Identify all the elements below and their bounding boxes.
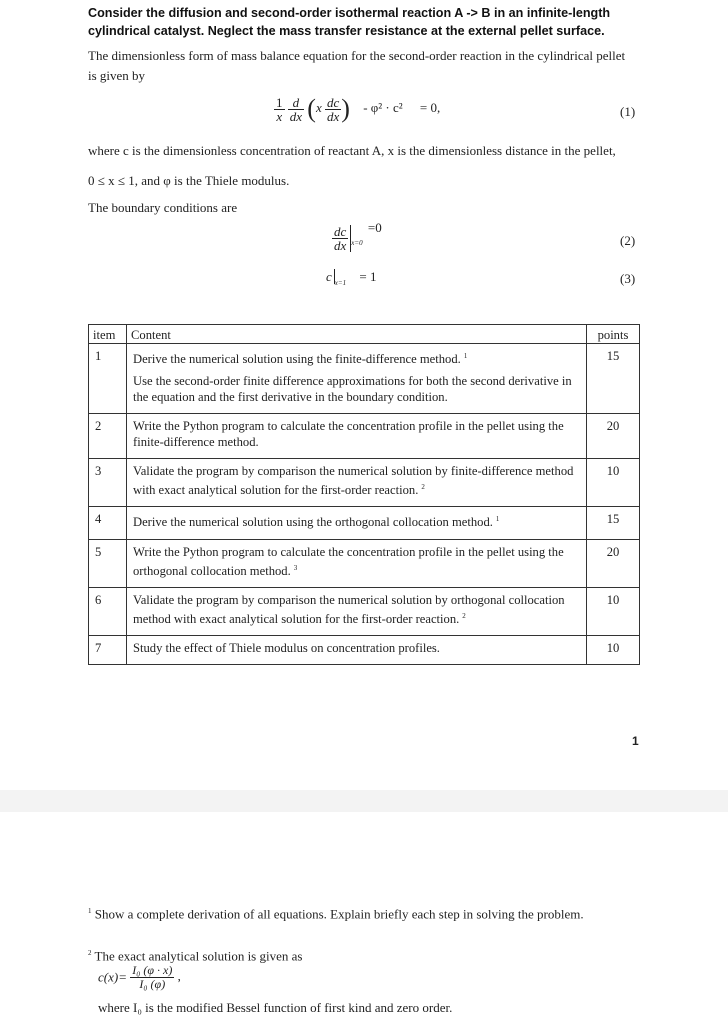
eq2-frac: $\frac{dc}{dx}$ <box>332 225 351 252</box>
bessel-fraction: $\frac{\text{I₀ (φ · x)}}{\text{I₀ (φ)}}$ <box>132 963 173 991</box>
row-item-number: 2 <box>89 414 127 459</box>
eq1-frac-dc-dx: $\frac{dc}{dx}$ <box>326 94 340 124</box>
header-item: item <box>89 325 127 344</box>
row-item-number: 1 <box>89 344 127 414</box>
eq1-frac-1-over-x: $\frac{1}{x}$ <box>276 94 283 124</box>
row-item-number: 5 <box>89 539 127 587</box>
table-row <box>89 539 640 587</box>
problem-heading: Consider the diffusion and second-order isothermal reaction A -> B in an infinite-length cylindrical catalyst. Neglect the mass transfer resistance at the external pellet surface. <box>88 6 611 38</box>
page-2-footnotes <box>0 812 728 1024</box>
row-points: 20 <box>587 414 640 459</box>
row-item-number: 3 <box>89 459 127 507</box>
table-row <box>89 507 640 539</box>
row-points: 20 <box>587 539 640 587</box>
row-content: Derive the numerical solution using the orthogonal collocation method. $^1$ <box>127 507 587 539</box>
eq1-inner-x: x <box>315 99 322 115</box>
row-item-number: 6 <box>89 587 127 635</box>
equation-3-number: (3) <box>620 271 636 286</box>
intro-paragraph <box>88 46 648 86</box>
row-item-number: 4 <box>89 507 127 539</box>
equation-3 <box>326 269 376 285</box>
intro-line-1: The dimensionless form of mass balance equation for the second-order reaction in the cylindrical pellet <box>88 48 626 63</box>
eq3-rhs: = 1 <box>359 269 377 284</box>
footnote-ref: 2 <box>421 483 425 492</box>
equation-1: $\frac{1}{x}$ $\frac{d}{dx}$ (x $\frac{dc}{dx}$ ) - φ² · c² = 0, <box>276 94 441 124</box>
footnote-2-where: where I₀ is the modified Bessel function of first kind and zero order. <box>98 1000 453 1015</box>
equation-2-number: (2) <box>620 233 636 248</box>
where-line-2: 0 ≤ x ≤ 1, and φ is the Thiele modulus. <box>88 173 290 188</box>
eq1-frac-d-dx: $\frac{d}{dx}$ <box>289 94 303 124</box>
footnote-ref: 1 <box>463 352 468 360</box>
equation-1-number: (1) <box>620 104 636 119</box>
row-content: Derive the numerical solution using the finite-difference method. $^1$ Use the second-order finite difference approximations for both the second derivative in the equation and the first derivative in the boundary condition. <box>127 344 587 414</box>
row-points: 10 <box>587 459 640 507</box>
equation-2 <box>332 220 382 253</box>
table-row <box>89 587 640 635</box>
eq1-reaction-term: - φ² · c² <box>363 99 403 115</box>
table-row <box>89 344 640 414</box>
header-points: points <box>587 325 640 344</box>
row-content: Write the Python program to calculate the concentration profile in the pellet using the finite-difference method. <box>127 414 587 459</box>
row-content: Validate the program by comparison the numerical solution by finite-difference method with exact analytical solution for the first-order reaction. $^2$ <box>127 459 587 507</box>
row-content: Validate the program by comparison the numerical solution by orthogonal collocation method with exact analytical solution for the first-order reaction. $^2$ <box>127 587 587 635</box>
footnote-ref: 3 <box>293 563 298 572</box>
table-row <box>89 414 640 459</box>
eq3-lhs: c <box>326 269 335 284</box>
row-content: Write the Python program to calculate the concentration profile in the pellet using the orthogonal collocation method. $^3$ <box>127 539 587 587</box>
assignment-table <box>88 324 640 665</box>
footnote-2: $^2$ The exact analytical solution is given as <box>88 948 303 964</box>
footnote-1: $^1$ Show a complete derivation of all equations. Explain briefly each step in solving the problem. <box>88 906 584 922</box>
row-points: 15 <box>587 507 640 539</box>
row-points: 10 <box>587 635 640 664</box>
footnote-ref: 2 <box>462 611 466 620</box>
header-content: Content <box>127 325 587 344</box>
page-number: 1 <box>632 734 639 748</box>
where-paragraph <box>88 141 648 191</box>
eq3-subscript: x=1 <box>334 279 347 287</box>
row-points: 15 <box>587 344 640 414</box>
table-row <box>89 635 640 664</box>
intro-line-2: is given by <box>88 68 146 83</box>
footnote-2-formula: c(x)= $\frac{\text{I₀ (φ · x)}}{\text{I₀ (φ)}}$ , <box>98 963 181 991</box>
row-item-number: 7 <box>89 635 127 664</box>
where-line-1: where c is the dimensionless concentration of reactant A, x is the dimensionless distance in the pellet, <box>88 143 616 158</box>
row-points: 10 <box>587 587 640 635</box>
row-extra-text: Use the second-order finite difference approximations for both the second derivative in the equation and the first derivative in the boundary condition. <box>133 374 572 405</box>
row-content: Study the effect of Thiele modulus on concentration profiles. <box>127 635 587 664</box>
eq2-rhs: =0 <box>367 220 382 236</box>
boundary-conditions-intro: The boundary conditions are <box>88 200 238 215</box>
eq1-equals: = 0, <box>419 99 441 115</box>
table-row <box>89 459 640 507</box>
table-header-row <box>89 325 640 344</box>
footnote-ref: 1 <box>495 515 500 524</box>
eq2-subscript: x=0 <box>351 239 363 248</box>
